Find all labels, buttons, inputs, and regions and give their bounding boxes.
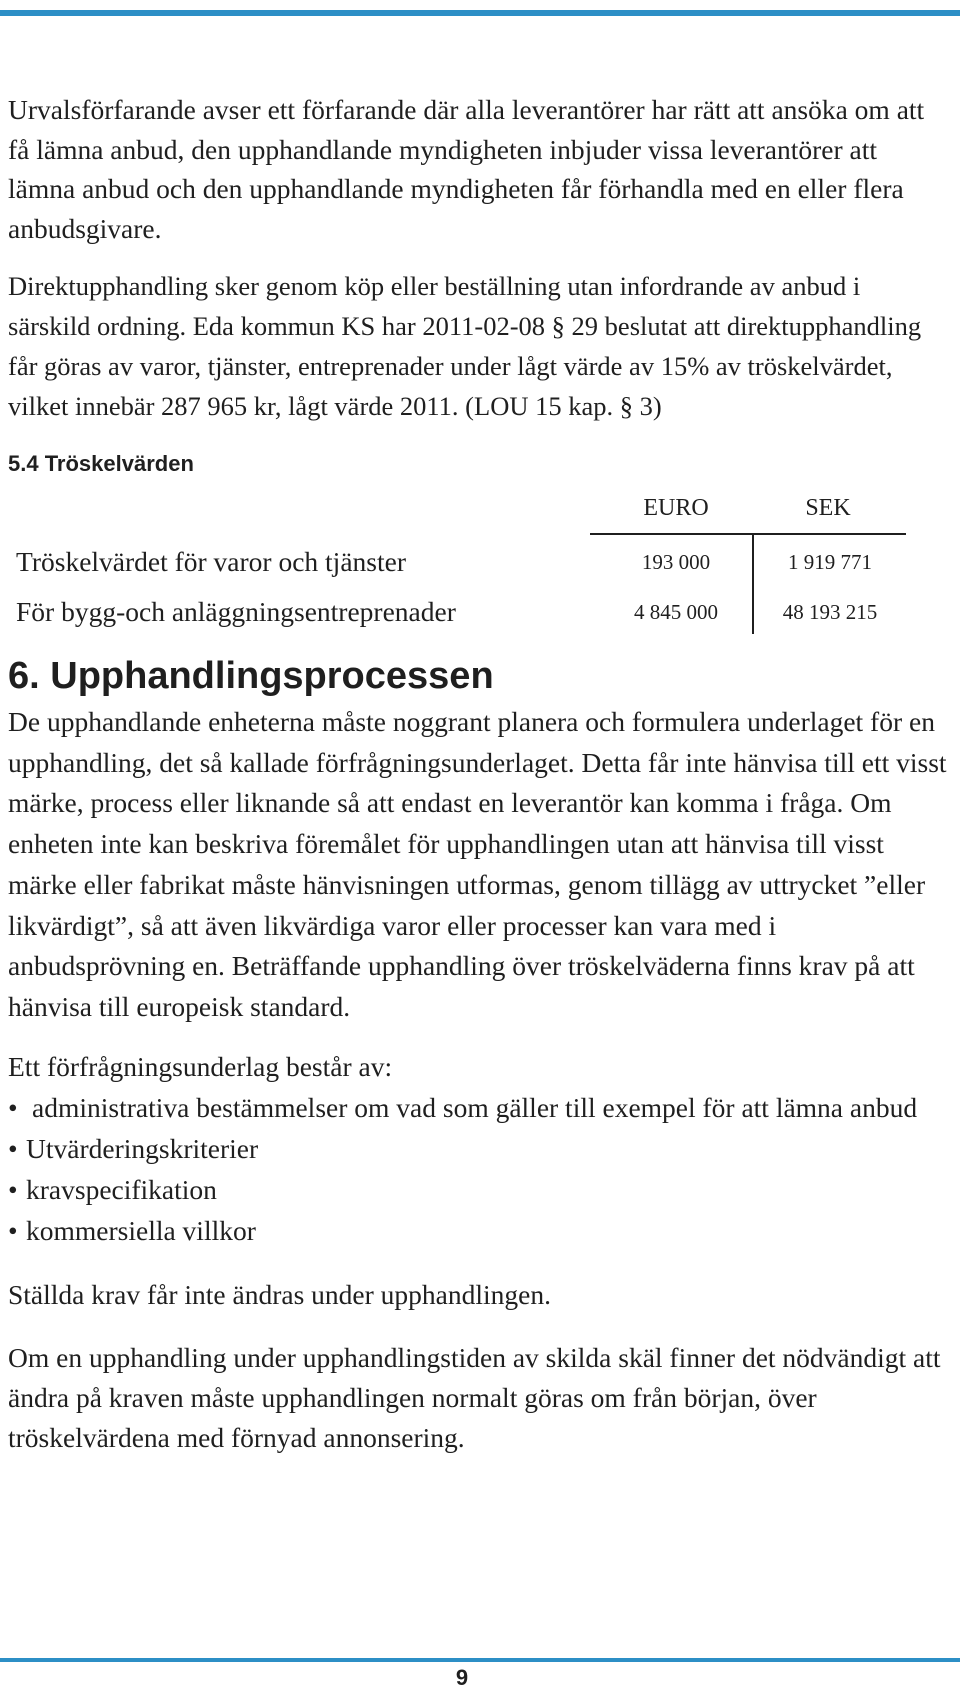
top-accent-rule xyxy=(0,10,960,16)
table-cell-sek: 48 193 215 xyxy=(782,600,878,624)
table-row-label: För bygg-och anläggningsentreprenader xyxy=(16,596,456,627)
table-column-divider xyxy=(752,534,754,634)
requirements-list xyxy=(8,1087,948,1251)
intro-paragraph-1: Urvalsförfarande avser ett förfarande där alla leverantörer har rätt att ansöka om att få lämna anbud, den upphandlande myndigheten inbjuder vissa leverantörer att lämna anbud och den upphandlande myndigheten får förhandla med en eller flera anbudsgivare. xyxy=(8,94,925,244)
intro-paragraph-2: Direktupphandling sker genom köp eller beställning utan infordrande av anbud i särskild ordning. Eda kommun KS har 2011-02-08 § 29 beslutat att direktupphandling får göras av varor, tjänster, entreprenader under lågt värde av 15% av tröskelvärdet, vilket innebär 287 965 kr, lågt värde 2011. (LOU 15 kap. § 3) xyxy=(8,271,922,421)
list-intro: Ett förfrågningsunderlag består av: xyxy=(8,1050,393,1082)
table-row-label: Tröskelvärdet för varor och tjänster xyxy=(16,546,406,577)
threshold-table xyxy=(8,492,948,648)
list-item-text: kommersiella villkor xyxy=(26,1214,256,1246)
table-header-rule xyxy=(590,533,906,535)
bullet-icon: • xyxy=(8,1214,18,1246)
table-cell-euro: 193 000 xyxy=(641,550,711,574)
section-5-4-heading: 5.4 Tröskelvärden xyxy=(8,451,194,476)
list-item xyxy=(8,1087,948,1128)
list-item xyxy=(8,1128,948,1169)
list-item xyxy=(8,1169,948,1210)
table-cell-euro: 4 845 000 xyxy=(634,600,718,624)
table-cell-sek: 1 919 771 xyxy=(788,550,872,574)
bottom-accent-rule xyxy=(0,1658,960,1662)
page-number: 9 xyxy=(455,1665,469,1690)
section-6-heading: 6. Upphandlingsprocessen xyxy=(8,655,494,697)
column-header-sek: SEK xyxy=(805,495,851,521)
list-item xyxy=(8,1210,948,1251)
column-header-euro: EURO xyxy=(643,495,709,521)
bullet-icon: • xyxy=(8,1091,18,1123)
section-6-paragraph: De upphandlande enheterna måste noggrant planera och formulera underlaget för en upphandling, det så kallade förfrågningsunderlaget. Detta får inte hänvisa till ett visst märke, process eller liknande så att endast en leverantör kan komma i fråga. Om enheten inte kan beskriva föremålet för upphandlingen utan att hänvisa till visst märke eller fabrikat måste hänvisningen utformas, genom tillägg av uttrycket ”eller likvärdigt”, så att även likvärdiga varor eller processer kan vara med i anbudsprövning en. Beträffande upphandling över tröskelväderna finns krav på att hänvisa till europeisk standard. xyxy=(8,706,947,1022)
list-item-text: Utvärderingskriterier xyxy=(26,1132,259,1164)
requirements-unchanged-paragraph: Ställda krav får inte ändras under upphandlingen. xyxy=(8,1278,551,1310)
bullet-icon: • xyxy=(8,1173,18,1205)
bullet-icon: • xyxy=(8,1132,18,1164)
list-item-text: kravspecifikation xyxy=(26,1173,217,1205)
page-content xyxy=(8,90,948,1458)
requirements-change-paragraph: Om en upphandling under upphandlingstiden av skilda skäl finner det nödvändigt att ändra på kraven måste upphandlingen normalt göras om från början, över tröskelvärdena med förnyad annonsering. xyxy=(8,1342,941,1454)
list-item-text: administrativa bestämmelser om vad som gäller till exempel för att lämna anbud xyxy=(32,1091,918,1123)
